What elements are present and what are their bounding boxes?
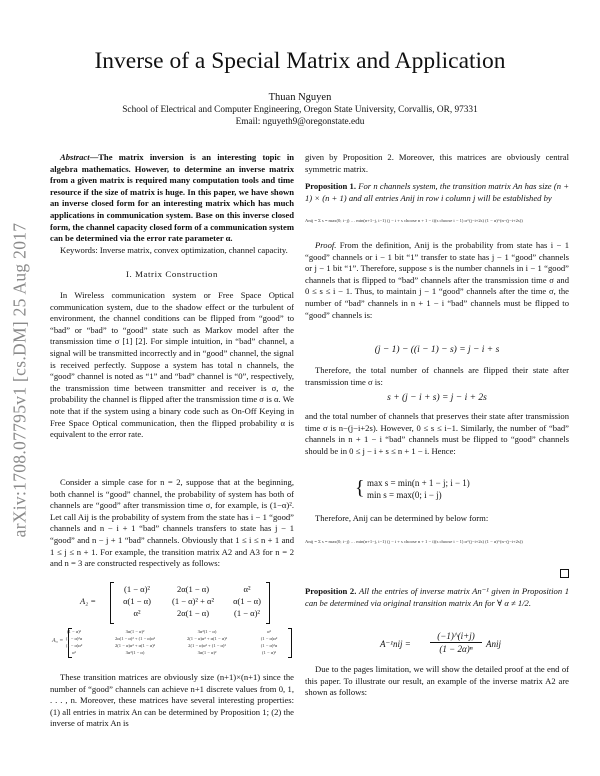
paragraph-continued: given by Proposition 2. Moreover, this matrices are obviously central symmetric matrix. (305, 152, 569, 174)
affiliation: School of Electrical and Computer Engineering, Oregon State University, Corvallis, OR, 97331 (122, 105, 478, 115)
proof-part-1: Proof. From the definition, Anij is the probability from state has i − 1 “good” channels or i − 1 bit “1” transfer to state has j − 1 “good” channels or j − 1 bit “1”. Therefore, suppose s is the number channels in i − 1 “good” channels that is flipped to “bad” channels after the transmission time σ and 0 ≤ s ≤ i − 1. Thus, to maintain j − 1 “good” channels after the time σ, the number of “bad” channels in n + 1 − i “bad” channels must be flipped to “good” channels is: (305, 240, 569, 320)
left-brace: { (355, 477, 365, 499)
proposition-2: Proposition 2. All the entries of inverse matrix An⁻¹ given in Proposition 1 can be determined via original transition matrix An for ∀ α ≠ 1/2. (305, 586, 570, 608)
proof-part-3: and the total number of channels that preserves their state after transmission time σ is n−(j−i+2s). However, 0 ≤ s ≤ i−1. Similarly, the number of “bad” channels in n + 1 − i “bad” channels must be flipped to “good” channels should be in 0 ≤ j − i + s ≤ n + 1 − i. Hence: (305, 411, 569, 456)
proof-part-4: Therefore, Anij can be determined by below form: (315, 513, 489, 523)
abstract: Abstract—The matrix inversion is an interesting topic in algebra mathematics. However, to determine an inverse matrix from a given matrix is required many computation tools and time resource if the size of matrix is huge. In this paper, we have shown an inverse closed form for an interesting matrix which has much applications in communication system. Base on this inverse closed form, the channel capacity closed form of a communication system can be determined via the error rate parameter α. Keywords: Inverse matrix, convex optimization, channel capacity. (50, 152, 294, 255)
paragraph-example: Consider a simple case for n = 2, suppose that at the beginning, both channel is “good” channel, the probability of system has both of channels are “good” after transmission time σ, for example, is (1−α)². Let call Aij is the probability of system from the state has i − 1 “good” channels and n − i + 1 “bad” channels transfers to state has j − 1 “good” and n − j + 1 “bad” channels. Obviously that 1 ≤ i ≤ n + 1 and 1 ≤ j ≤ n + 1. For example, the transition matrix A2 and A3 for n = 2 and n = 3 are constructed respectively as follows: (50, 477, 294, 569)
paragraph-properties: These transition matrices are obviously size (n+1)×(n+1) since the number of “good” channels can achieve n+1 discrete values from 0, 1, . . . , n. Moreover, these matrices have several interesting properties: (1) all entries in matrix An can be determined by Proposition 1; (2) the inverse of matrix An is (50, 672, 294, 729)
author: Thuan Nguyen (268, 92, 332, 103)
email: Email: nguyeth9@oregonstate.edu (235, 117, 365, 127)
paragraph-intro: In Wireless communication system or Free Space Optical communication system, due to the shadow effect or the turbulent of environment, the channel conditions can be flipped from “good” to “bad” or “bad” to “good” state such as Markov model after the transmission time σ [1] [2]. For simple intuition, in “bad” channel, a signal will be transmitted incorrectly and in “good” channel, the signal is received perfectly. Suppose a system has total n channels, the “good” channel is noted as “1” and “bad” channel is “0”, respectively, the transmission time between transmitter and receiver is σ, the probability the channel is flipped after the transmission time σ is α. We note that if the system using a binary code such as On-Off Keying in Free Space Optical communication, then the flipped probability α is equivalent to the error rate. (50, 290, 294, 440)
keywords: Keywords: Inverse matrix, convex optimization, channel capacity. (60, 244, 288, 255)
matrix-a3: A₃ = (1 − α)³ 3α(1 − α)² 3α²(1 − α) α³ (1 − α)²α 2α(1 − α)² + (1 − α)α² 2(1 − α)α² + α(1 − α)² (1 − α)α² (1 − α)α² 2(1 − α)α² + α(1 − α)² 2(1 − α)α² + (1 − α)³ (1 − α)²α α³ 3α²(1 − α) 3α(1 − α)² (1 − α)³ (52, 628, 296, 658)
proof-part-2: Therefore, the total number of channels are flipped their state after transmission time σ is: (305, 365, 569, 387)
equation-flip-bad: (j − 1) − ((i − 1) − s) = j − i + s (374, 345, 500, 355)
formula-final: Anij = Σ s = max(0; i−j) … min(n+1−j, i−1) (j − i + s choose n + 1 − i)(s choose i − 1) α^(j−i+2s) (1 − α)^(n−(j−i+2s)) (305, 539, 523, 544)
formula-proposition-1: Anij = Σ s = max(0; i−j) … min(n+1−j, i−1) (j − i + s choose n + 1 − i)(s choose i − 1) α^(j−i+2s) (1 − α)^(n−(j−i+2s)) (305, 218, 523, 223)
arxiv-stamp: arXiv:1708.07795v1 [cs.DM] 25 Aug 2017 (9, 222, 30, 538)
proposition-1: Proposition 1. For n channels system, the transition matrix An has size (n + 1) × (n + 1) and all entries Anij in row i column j will be established by (305, 181, 570, 203)
section-heading: I. Matrix Construction (125, 269, 219, 279)
paragraph-example-inverse: Due to the pages limitation, we will show the detailed proof at the end of this paper. To illustrate our result, an example of the inverse matrix A2 are shown as follows: (305, 664, 569, 698)
equation-total-flip: s + (j − i + s) = j − i + 2s (387, 393, 487, 403)
matrix-a2: A₂ = (1 − α)² 2α(1 − α) α² α(1 − α) (1 − α)² + α² α(1 − α) α² 2α(1 − α) (1 − α)² (80, 582, 280, 624)
fraction-bar (430, 642, 482, 643)
paper-title: Inverse of a Special Matrix and Application (94, 48, 506, 74)
qed-box (560, 569, 569, 578)
